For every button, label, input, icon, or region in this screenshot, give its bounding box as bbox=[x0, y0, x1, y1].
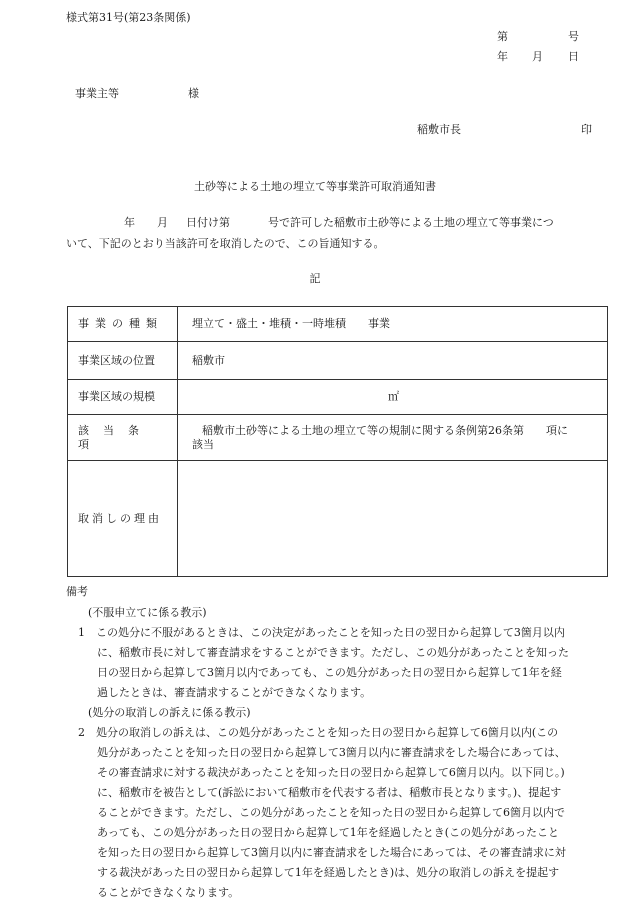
lawsuit-item-line: あっても、この処分があった日の翌日から起算して1年を経過したとき(この処分があったこと bbox=[97, 826, 559, 839]
issuer-name: 稲敷市長 bbox=[417, 123, 461, 136]
site-location-label: 事業区域の位置 bbox=[68, 342, 178, 380]
document-title: 土砂等による土地の埋立て等事業許可取消通知書 bbox=[194, 180, 436, 193]
ki-heading: 記 bbox=[309, 272, 321, 285]
lawsuit-item-line: に、稲敷市を被告として(訴訟において稲敷市を代表する者は、稲敷市長となります。)、提起す bbox=[97, 786, 562, 799]
revocation-reason-value bbox=[178, 461, 608, 577]
body-year-label: 年 bbox=[124, 216, 135, 229]
site-location-value: 稲敷市 bbox=[178, 342, 608, 380]
lawsuit-heading: (処分の取消しの訴えに係る教示) bbox=[88, 706, 251, 719]
revocation-reason-label: 取消しの理由 bbox=[68, 461, 178, 577]
permit-info-table bbox=[67, 306, 608, 577]
document-number-suffix: 号 bbox=[568, 30, 579, 43]
site-scale-value bbox=[178, 380, 608, 415]
lawsuit-item-line: ることができなくなります。 bbox=[97, 886, 240, 899]
form-number: 様式第31号(第23条関係) bbox=[66, 11, 191, 24]
body-date-prefix: 日付け第 bbox=[186, 216, 230, 229]
lawsuit-item-line: する裁決があった日の翌日から起算して1年を経過したとき)は、処分の取消しの訴えを提起す bbox=[97, 866, 560, 879]
body-month-label: 月 bbox=[157, 216, 168, 229]
lawsuit-item-line: を知った日の翌日から起算して3箇月以内に審査請求をした場合にあっては、その審査請求に対 bbox=[97, 846, 566, 859]
square-meter-unit: ㎡ bbox=[388, 390, 399, 404]
lawsuit-item-line: 処分があったことを知った日の翌日から起算して3箇月以内に審査請求をした場合にあっては、 bbox=[97, 746, 566, 759]
body-line-1-tail: 号で許可した稲敷市土砂等による土地の埋立て等事業につ bbox=[268, 216, 554, 229]
table-row bbox=[68, 415, 608, 461]
remarks-heading: 備考 bbox=[66, 585, 88, 598]
appeal-heading: (不服申立てに係る教示) bbox=[88, 606, 207, 619]
table-row bbox=[68, 380, 608, 415]
applicable-clause-line-1: 稲敷市土砂等による土地の埋立て等の規制に関する条例第26条第 項に bbox=[202, 424, 568, 438]
applicable-clause-value bbox=[178, 415, 608, 461]
appeal-item-line: に、稲敷市長に対して審査請求をすることができます。ただし、この処分があったことを知った bbox=[97, 646, 570, 659]
seal-mark: 印 bbox=[581, 123, 592, 136]
business-type-value: 埋立て・盛土・堆積・一時堆積 事業 bbox=[178, 307, 608, 342]
remarks-notes bbox=[66, 603, 596, 903]
addressee-honorific: 様 bbox=[188, 87, 199, 100]
notice-body bbox=[66, 212, 594, 254]
appeal-item-line: 1 この処分に不服があるときは、この決定があったことを知った日の翌日から起算して3箇月以内 bbox=[78, 626, 565, 639]
appeal-item-line: 過したときは、審査請求することができなくなります。 bbox=[97, 686, 372, 699]
applicable-clause-line-2: 該当 bbox=[192, 437, 214, 451]
date-month-label: 月 bbox=[532, 50, 543, 63]
site-scale-label: 事業区域の規模 bbox=[68, 380, 178, 415]
business-type-label: 事業の種類 bbox=[68, 307, 178, 342]
notice-body-line-2: いて、下記のとおり当該許可を取消したので、この旨通知する。 bbox=[66, 237, 385, 250]
notice-body-line-1 bbox=[66, 212, 594, 233]
document-number-prefix: 第 bbox=[497, 30, 508, 43]
lawsuit-item-line: ることができます。ただし、この処分があったことを知った日の翌日から起算して6箇月以内で bbox=[97, 806, 566, 819]
table-row bbox=[68, 307, 608, 342]
addressee-label: 事業主等 bbox=[75, 87, 119, 100]
lawsuit-item-line: 2 処分の取消しの訴えは、この処分があったことを知った日の翌日から起算して6箇月以内(この bbox=[78, 726, 559, 739]
applicable-clause-label: 該当条項 bbox=[68, 415, 178, 461]
date-day-label: 日 bbox=[568, 50, 579, 63]
appeal-item-line: 日の翌日から起算して3箇月以内であっても、この処分があった日の翌日から起算して1年を経 bbox=[97, 666, 562, 679]
table-row bbox=[68, 342, 608, 380]
lawsuit-item-line: その審査請求に対する裁決があったことを知った日の翌日から起算して6箇月以内。以下同じ。) bbox=[97, 766, 565, 779]
date-year-label: 年 bbox=[497, 50, 508, 63]
table-row bbox=[68, 461, 608, 577]
